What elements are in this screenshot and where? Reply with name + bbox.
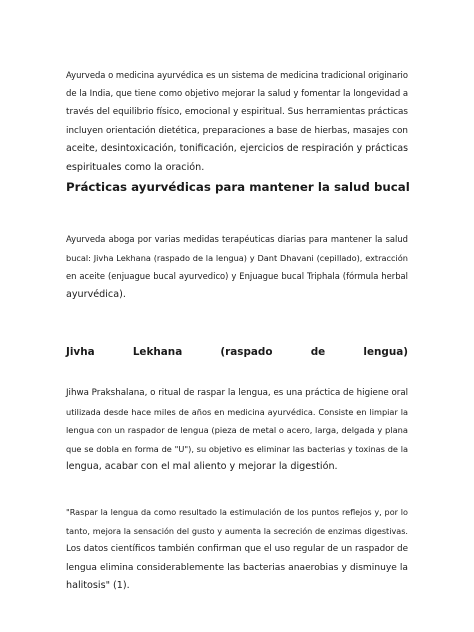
subsection-title-word: Jivha — [66, 346, 95, 358]
intro-line: Ayurveda o medicina ayurvédica es un sistema de medicina tradicional originario — [66, 70, 408, 80]
subsection-title-word: (raspado — [220, 346, 273, 358]
subsection-line: Jihwa Prakshalana, o ritual de raspar la lengua, es una práctica de higiene oral — [66, 388, 409, 398]
quote-line: lengua elimina considerablemente las bacterias anaerobias y disminuye la — [66, 562, 408, 573]
subsection-title — [66, 346, 408, 358]
intro-line: espirituales como la oración. — [66, 161, 205, 173]
subsection-title-word: Lekhana — [132, 346, 183, 358]
intro-line: través del equilibrio físico, emocional y espiritual. Sus herramientas prácticas — [66, 107, 408, 117]
intro-line: de la India, que tiene como objetivo mejorar la salud y fomentar la longevidad a — [66, 88, 409, 99]
intro-line: incluyen orientación dietética, preparaciones a base de hierbas, masajes con — [66, 125, 408, 136]
subsection-paragraph — [66, 384, 408, 477]
quote-line: Los datos científicos también confirman que el uso regular de un raspador de — [66, 544, 408, 554]
quote-line: halitosis" (1). — [66, 580, 130, 591]
section-paragraph — [66, 230, 408, 304]
section-line: bucal: Jivha Lekhana (raspado de la lengua) y Dant Dhavani (cepillado), extracción — [66, 252, 408, 263]
section-line: ayurvédica). — [66, 288, 126, 300]
subsection-line: que se dobla en forma de "U"), su objetivo es eliminar las bacterias y toxinas de la — [66, 443, 408, 454]
quote-line: tanto, mejora la sensación del gusto y aumenta la secreción de enzimas digestivas. — [66, 525, 408, 536]
subsection-line: lengua, acabar con el mal aliento y mejorar la digestión. — [66, 461, 338, 472]
section-title: Prácticas ayurvédicas para mantener la salud bucal — [66, 180, 410, 194]
subsection-line: utilizada desde hace miles de años en medicina ayurvédica. Consiste en limpiar la — [66, 406, 408, 417]
subsection-title-word: lengua) — [363, 346, 408, 358]
section-line: en aceite (enjuague bucal ayurvedico) y Enjuague bucal Triphala (fórmula herbal — [66, 271, 408, 281]
subsection-line: lengua con un raspador de lengua (pieza de metal o acero, larga, delgada y plana — [66, 425, 408, 435]
section-line: Ayurveda aboga por varias medidas terapéuticas diarias para mantener la salud — [66, 234, 408, 244]
intro-line: aceite, desintoxicación, tonificación, ejercicios de respiración y prácticas — [66, 143, 408, 154]
subsection-title-word: de — [310, 346, 326, 358]
intro-paragraph — [66, 66, 408, 177]
quote-paragraph — [66, 503, 408, 596]
quote-line: "Raspar la lengua da como resultado la estimulación de los puntos reflejos y, por lo — [66, 507, 408, 517]
